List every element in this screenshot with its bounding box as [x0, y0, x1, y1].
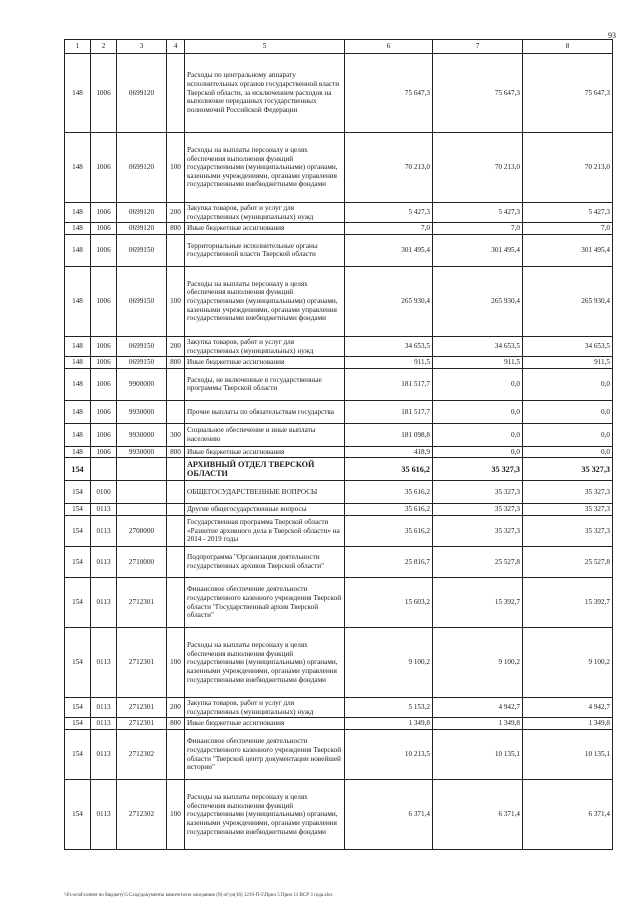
amount-year2-cell: 70 213,0 — [433, 133, 523, 203]
expense-type-cell: 800 — [167, 718, 185, 730]
amount-year3-cell: 9 100,2 — [523, 628, 613, 698]
target-code-cell — [117, 481, 167, 504]
expense-type-cell: 100 — [167, 628, 185, 698]
amount-year3-cell: 6 371,4 — [523, 780, 613, 850]
table-row — [65, 336, 613, 356]
target-code-cell: 0699150 — [117, 234, 167, 266]
amount-year3-cell: 35 327,3 — [523, 458, 613, 481]
target-code-cell: 2712301 — [117, 578, 167, 628]
description-cell: Закупка товаров, работ и услуг для государственных (муниципальных) нужд — [185, 336, 345, 356]
description-cell: Финансовое обеспечение деятельности государственного казенного учреждения Тверской области "Тверской центр документации новейшей истории" — [185, 730, 345, 780]
header-cell: 6 — [345, 40, 433, 54]
amount-year3-cell: 35 327,3 — [523, 481, 613, 504]
section-code-cell: 1006 — [91, 234, 117, 266]
table-row — [65, 234, 613, 266]
amount-year1-cell: 181 517,7 — [345, 368, 433, 400]
table-row — [65, 368, 613, 400]
expense-type-cell: 100 — [167, 133, 185, 203]
section-code-cell: 1006 — [91, 423, 117, 446]
expense-type-cell — [167, 234, 185, 266]
target-code-cell: 9900000 — [117, 368, 167, 400]
section-code-cell: 0113 — [91, 504, 117, 516]
target-code-cell: 0699120 — [117, 54, 167, 133]
admin-code-cell: 148 — [65, 223, 91, 235]
amount-year1-cell: 34 653,5 — [345, 336, 433, 356]
section-code-cell: 1006 — [91, 446, 117, 458]
amount-year1-cell: 10 213,5 — [345, 730, 433, 780]
section-code-cell: 1006 — [91, 400, 117, 423]
amount-year2-cell: 7,0 — [433, 223, 523, 235]
section-code-cell: 1006 — [91, 368, 117, 400]
expense-type-cell: 200 — [167, 698, 185, 718]
table-row — [65, 54, 613, 133]
amount-year3-cell: 301 495,4 — [523, 234, 613, 266]
section-code-cell: 0113 — [91, 628, 117, 698]
table-row — [65, 504, 613, 516]
amount-year2-cell: 0,0 — [433, 446, 523, 458]
target-code-cell — [117, 458, 167, 481]
table-row — [65, 400, 613, 423]
amount-year3-cell: 25 527,8 — [523, 547, 613, 578]
section-code-cell: 0113 — [91, 698, 117, 718]
admin-code-cell: 154 — [65, 458, 91, 481]
admin-code-cell: 148 — [65, 357, 91, 369]
table-row — [65, 266, 613, 336]
amount-year1-cell: 5 153,2 — [345, 698, 433, 718]
header-cell: 8 — [523, 40, 613, 54]
description-cell: Подпрограмма "Организация деятельности государственных архивов Тверской области" — [185, 547, 345, 578]
amount-year1-cell: 15 603,2 — [345, 578, 433, 628]
amount-year2-cell: 25 527,8 — [433, 547, 523, 578]
amount-year1-cell: 181 517,7 — [345, 400, 433, 423]
amount-year2-cell: 911,5 — [433, 357, 523, 369]
budget-table — [64, 39, 613, 850]
expense-type-cell — [167, 458, 185, 481]
admin-code-cell: 148 — [65, 203, 91, 223]
amount-year1-cell: 25 816,7 — [345, 547, 433, 578]
amount-year3-cell: 265 930,4 — [523, 266, 613, 336]
description-cell: Прочие выплаты по обязательствам государства — [185, 400, 345, 423]
expense-type-cell: 100 — [167, 780, 185, 850]
admin-code-cell: 148 — [65, 234, 91, 266]
amount-year1-cell: 6 371,4 — [345, 780, 433, 850]
amount-year2-cell: 4 942,7 — [433, 698, 523, 718]
admin-code-cell: 148 — [65, 368, 91, 400]
amount-year2-cell: 35 327,3 — [433, 504, 523, 516]
amount-year1-cell: 7,0 — [345, 223, 433, 235]
target-code-cell: 9930000 — [117, 446, 167, 458]
admin-code-cell: 148 — [65, 423, 91, 446]
admin-code-cell: 148 — [65, 400, 91, 423]
header-cell: 1 — [65, 40, 91, 54]
description-cell: Иные бюджетные ассигнования — [185, 446, 345, 458]
amount-year3-cell: 10 135,1 — [523, 730, 613, 780]
amount-year2-cell: 301 495,4 — [433, 234, 523, 266]
description-cell: Закупка товаров, работ и услуг для государственных (муниципальных) нужд — [185, 698, 345, 718]
table-row — [65, 628, 613, 698]
section-code-cell: 1006 — [91, 266, 117, 336]
target-code-cell: 2710000 — [117, 547, 167, 578]
target-code-cell: 0699150 — [117, 266, 167, 336]
section-code-cell: 0113 — [91, 718, 117, 730]
description-cell: Расходы на выплаты персоналу в целях обеспечения выполнения функций государственными (муниципальными) органами, казенными учреждениями, органами управления государственными внебюджетными фондами — [185, 780, 345, 850]
description-cell: Финансовое обеспечение деятельности государственного казенного учреждения Тверской области "Государственный архив Тверской области" — [185, 578, 345, 628]
target-code-cell: 0699150 — [117, 357, 167, 369]
table-header-row — [65, 40, 613, 54]
amount-year1-cell: 265 930,4 — [345, 266, 433, 336]
table-row — [65, 718, 613, 730]
target-code-cell: 0699120 — [117, 203, 167, 223]
amount-year1-cell: 75 647,3 — [345, 54, 433, 133]
admin-code-cell: 148 — [65, 446, 91, 458]
admin-code-cell: 148 — [65, 54, 91, 133]
amount-year2-cell: 0,0 — [433, 423, 523, 446]
table-row — [65, 780, 613, 850]
section-code-cell: 1006 — [91, 223, 117, 235]
admin-code-cell: 154 — [65, 730, 91, 780]
description-cell: Иные бюджетные ассигнования — [185, 223, 345, 235]
amount-year1-cell: 181 098,8 — [345, 423, 433, 446]
expense-type-cell — [167, 54, 185, 133]
target-code-cell: 9930000 — [117, 423, 167, 446]
target-code-cell: 2712301 — [117, 628, 167, 698]
page-number: 93 — [608, 31, 616, 40]
amount-year2-cell: 1 349,8 — [433, 718, 523, 730]
description-cell: АРХИВНЫЙ ОТДЕЛ ТВЕРСКОЙ ОБЛАСТИ — [185, 458, 345, 481]
expense-type-cell: 800 — [167, 357, 185, 369]
amount-year1-cell: 35 616,2 — [345, 458, 433, 481]
section-code-cell: 0100 — [91, 481, 117, 504]
amount-year2-cell: 35 327,3 — [433, 516, 523, 547]
target-code-cell: 2712301 — [117, 698, 167, 718]
amount-year3-cell: 4 942,7 — [523, 698, 613, 718]
expense-type-cell — [167, 730, 185, 780]
section-code-cell: 1006 — [91, 336, 117, 356]
amount-year3-cell: 0,0 — [523, 400, 613, 423]
section-code-cell: 1006 — [91, 357, 117, 369]
section-code-cell — [91, 458, 117, 481]
description-cell: Иные бюджетные ассигнования — [185, 357, 345, 369]
description-cell: Расходы, не включенные в государственные программы Тверской области — [185, 368, 345, 400]
amount-year2-cell: 5 427,3 — [433, 203, 523, 223]
amount-year3-cell: 35 327,3 — [523, 516, 613, 547]
expense-type-cell — [167, 516, 185, 547]
table-row — [65, 423, 613, 446]
table-row — [65, 730, 613, 780]
amount-year1-cell: 5 427,3 — [345, 203, 433, 223]
target-code-cell: 2700000 — [117, 516, 167, 547]
amount-year2-cell: 15 392,7 — [433, 578, 523, 628]
header-cell: 3 — [117, 40, 167, 54]
amount-year3-cell: 0,0 — [523, 423, 613, 446]
amount-year1-cell: 35 616,2 — [345, 516, 433, 547]
description-cell: Другие общегосударственные вопросы — [185, 504, 345, 516]
amount-year3-cell: 0,0 — [523, 368, 613, 400]
amount-year2-cell: 10 135,1 — [433, 730, 523, 780]
amount-year3-cell: 1 349,8 — [523, 718, 613, 730]
table-row — [65, 458, 613, 481]
section-code-cell: 1006 — [91, 133, 117, 203]
section-code-cell: 0113 — [91, 780, 117, 850]
admin-code-cell: 154 — [65, 578, 91, 628]
admin-code-cell: 154 — [65, 780, 91, 850]
description-cell: Расходы на выплаты персоналу в целях обеспечения выполнения функций государственными (муниципальными) органами, казенными учреждениями, органами управления государственными внебюджетными фондами — [185, 133, 345, 203]
expense-type-cell — [167, 504, 185, 516]
amount-year1-cell: 9 100,2 — [345, 628, 433, 698]
admin-code-cell: 154 — [65, 481, 91, 504]
target-code-cell: 0699120 — [117, 133, 167, 203]
table-row — [65, 547, 613, 578]
amount-year1-cell: 1 349,8 — [345, 718, 433, 730]
expense-type-cell — [167, 481, 185, 504]
amount-year2-cell: 75 647,3 — [433, 54, 523, 133]
description-cell: Расходы на выплаты персоналу в целях обеспечения выполнения функций государственными (муниципальными) органами, казенными учреждениями, органами управления государственными внебюджетными фондами — [185, 628, 345, 698]
amount-year3-cell: 75 647,3 — [523, 54, 613, 133]
amount-year2-cell: 35 327,3 — [433, 458, 523, 481]
table-row — [65, 223, 613, 235]
target-code-cell: 2712302 — [117, 780, 167, 850]
description-cell: Социальное обеспечение и иные выплаты населению — [185, 423, 345, 446]
header-cell: 7 — [433, 40, 523, 54]
description-cell: Расходы на выплаты персоналу в целях обеспечения выполнения функций государственными (муниципальными) органами, казенными учреждениями, органами управления государственными внебюджетными фондами — [185, 266, 345, 336]
expense-type-cell: 800 — [167, 446, 185, 458]
amount-year2-cell: 0,0 — [433, 400, 523, 423]
amount-year1-cell: 35 616,2 — [345, 504, 433, 516]
amount-year3-cell: 0,0 — [523, 446, 613, 458]
table-row — [65, 698, 613, 718]
table-row — [65, 357, 613, 369]
amount-year2-cell: 0,0 — [433, 368, 523, 400]
amount-year1-cell: 301 495,4 — [345, 234, 433, 266]
expense-type-cell: 200 — [167, 203, 185, 223]
amount-year2-cell: 34 653,5 — [433, 336, 523, 356]
admin-code-cell: 154 — [65, 628, 91, 698]
amount-year3-cell: 15 392,7 — [523, 578, 613, 628]
amount-year1-cell: 35 616,2 — [345, 481, 433, 504]
section-code-cell: 1006 — [91, 203, 117, 223]
header-cell: 2 — [91, 40, 117, 54]
table-row — [65, 203, 613, 223]
section-code-cell: 0113 — [91, 516, 117, 547]
section-code-cell: 0113 — [91, 578, 117, 628]
target-code-cell: 2712301 — [117, 718, 167, 730]
admin-code-cell: 154 — [65, 698, 91, 718]
admin-code-cell: 148 — [65, 266, 91, 336]
description-cell: Территориальные исполнительные органы государственной власти Тверской области — [185, 234, 345, 266]
expense-type-cell — [167, 400, 185, 423]
amount-year1-cell: 911,5 — [345, 357, 433, 369]
target-code-cell: 2712302 — [117, 730, 167, 780]
admin-code-cell: 148 — [65, 336, 91, 356]
expense-type-cell: 300 — [167, 423, 185, 446]
amount-year2-cell: 35 327,3 — [433, 481, 523, 504]
amount-year2-cell: 265 930,4 — [433, 266, 523, 336]
amount-year3-cell: 7,0 — [523, 223, 613, 235]
header-cell: 4 — [167, 40, 185, 54]
amount-year1-cell: 418,9 — [345, 446, 433, 458]
target-code-cell: 9930000 — [117, 400, 167, 423]
table-row — [65, 578, 613, 628]
admin-code-cell: 154 — [65, 547, 91, 578]
amount-year2-cell: 9 100,2 — [433, 628, 523, 698]
expense-type-cell — [167, 547, 185, 578]
admin-code-cell: 154 — [65, 504, 91, 516]
expense-type-cell: 100 — [167, 266, 185, 336]
target-code-cell: 0699120 — [117, 223, 167, 235]
admin-code-cell: 148 — [65, 133, 91, 203]
section-code-cell: 0113 — [91, 547, 117, 578]
admin-code-cell: 154 — [65, 718, 91, 730]
section-code-cell: 1006 — [91, 54, 117, 133]
expense-type-cell — [167, 368, 185, 400]
admin-code-cell: 154 — [65, 516, 91, 547]
table-row — [65, 133, 613, 203]
amount-year3-cell: 35 327,3 — [523, 504, 613, 516]
description-cell: Закупка товаров, работ и услуг для государственных (муниципальных) нужд — [185, 203, 345, 223]
expense-type-cell: 200 — [167, 336, 185, 356]
file-path-footer: \\Fs-scnd\comtet по бюджету\5 Сход\документы комитета\по заседанию (9) от\ул(16) 1219-П-5\Прил 5 Прил 11 ВСР 3 года.xlsx — [64, 893, 333, 898]
description-cell: Государственная программа Тверской области «Развитие архивного дела в Тверской области» на 2014 - 2019 годы — [185, 516, 345, 547]
table-row — [65, 516, 613, 547]
amount-year1-cell: 70 213,0 — [345, 133, 433, 203]
description-cell: Расходы по центральному аппарату исполнительных органов государственной власти Тверской области, за исключением расходов на выполнение переданных государственных полномочий Российской Федерации — [185, 54, 345, 133]
header-cell: 5 — [185, 40, 345, 54]
target-code-cell — [117, 504, 167, 516]
section-code-cell: 0113 — [91, 730, 117, 780]
table-row — [65, 446, 613, 458]
amount-year3-cell: 911,5 — [523, 357, 613, 369]
expense-type-cell — [167, 578, 185, 628]
table-row — [65, 481, 613, 504]
amount-year2-cell: 6 371,4 — [433, 780, 523, 850]
expense-type-cell: 800 — [167, 223, 185, 235]
amount-year3-cell: 5 427,3 — [523, 203, 613, 223]
amount-year3-cell: 70 213,0 — [523, 133, 613, 203]
target-code-cell: 0699150 — [117, 336, 167, 356]
description-cell: Иные бюджетные ассигнования — [185, 718, 345, 730]
amount-year3-cell: 34 653,5 — [523, 336, 613, 356]
description-cell: ОБЩЕГОСУДАРСТВЕННЫЕ ВОПРОСЫ — [185, 481, 345, 504]
